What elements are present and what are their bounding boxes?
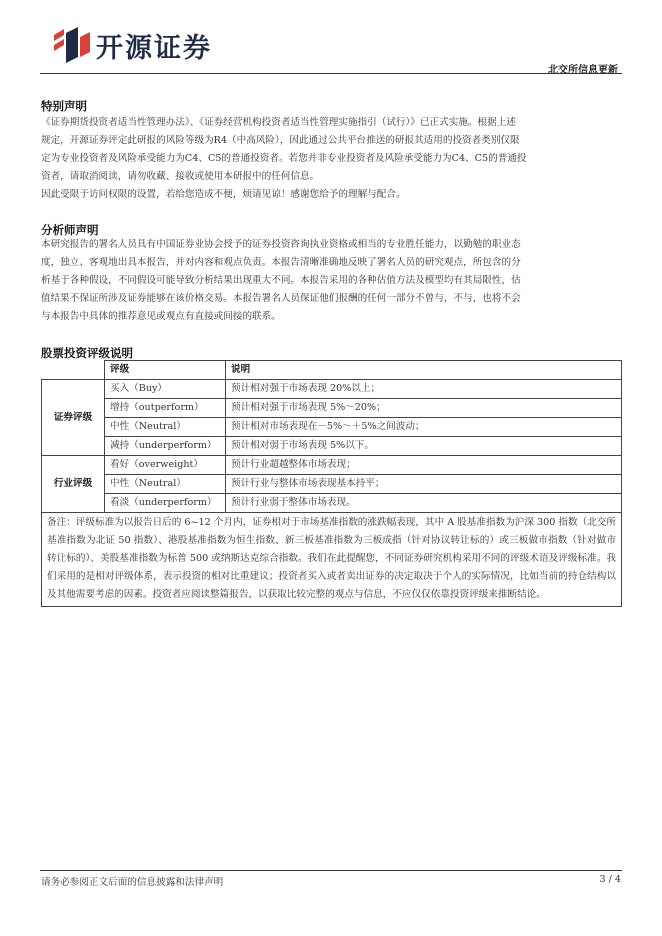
footer-disclaimer: 请务必参阅正文后面的信息披露和法律声明 [41, 877, 224, 888]
analyst-statement-body [41, 236, 621, 326]
table-row [42, 380, 622, 399]
rating-cell: 看好（overweight） [105, 456, 226, 475]
table-row [42, 418, 622, 437]
table-corner-cell [42, 361, 105, 380]
category-stock-rating: 证券评级 [42, 380, 105, 456]
brand-logo-icon [52, 23, 92, 63]
analyst-statement-line: 值结果不保证所涉及证券能够在该价格交易。本报告署名人员保证他们报酬的任何一部分不曾与，不与，也将不会 [41, 293, 521, 304]
table-header-rating: 评级 [105, 361, 226, 380]
brand-name: 开源证券 [96, 33, 212, 64]
rating-cell: 中性（Neutral） [105, 418, 226, 437]
description-cell: 预计行业与整体市场表现基本持平； [226, 475, 622, 494]
table-row [42, 456, 622, 475]
table-row [42, 475, 622, 494]
category-industry-rating: 行业评级 [42, 456, 105, 513]
rating-cell: 买入（Buy） [105, 380, 226, 399]
analyst-statement-line: 与本报告中具体的推荐意见或观点有直接或间接的联系。 [41, 311, 281, 322]
rating-cell: 看淡（underperform） [105, 494, 226, 513]
rating-table-wrapper [41, 360, 622, 607]
analyst-statement-line: 本研究报告的署名人员具有中国证券业协会授予的证券投资咨询执业资格或相当的专业胜任能力，以勤勉的职业态 [41, 239, 521, 250]
special-statement-line: 因此受限于访问权限的设置，若给您造成不便，烦请见谅！感谢您给予的理解与配合。 [41, 189, 406, 200]
special-statement-line: 定为专业投资者及风险承受能力为C4、C5的普通投资者。若您并非专业投资者及风险承受能力为C4、C5的普通投 [41, 153, 527, 164]
description-cell: 预计相对强于市场表现 5%～20%； [226, 399, 622, 418]
special-statement-line: 资者，请取消阅读，请勿收藏、接收或使用本研报中的任何信息。 [41, 171, 320, 182]
report-type-label: 北交所信息更新 [548, 65, 618, 76]
special-statement-line: 《证券期货投资者适当性管理办法》、《证券经营机构投资者适当性管理实施指引（试行）》已正式实施。根据上述 [41, 117, 516, 128]
rating-note: 备注：评级标准为以报告日后的 6~12 个月内，证券相对于市场基准指数的涨跌幅表现，其中 A 股基准指数为沪深 300 指数（北交所基准指数为北证 50 指数）、港股基准指数为恒生指数、新三板基准指数为三板成指（针对协议转让标的）或三板做市指数（针对做市转让标的）、美股基准指数为标普 500 或纳斯达克综合指数。我们在此提醒您，不同证券研究机构采用不同的评级术语及评级标准。我们采用的是相对评级体系，表示投资的相对比重建议；投资者买入或者卖出证券的决定取决于个人的实际情况，比如当前的持仓结构以及其他需要考虑的因素。投资者应阅读整篇报告，以获取比较完整的观点与信息，不应仅仅依靠投资评级来推断结论。 [42, 513, 622, 607]
footer-divider [40, 870, 622, 871]
table-row [42, 494, 622, 513]
page-number: 3 / 4 [599, 874, 621, 885]
rating-table [41, 360, 622, 607]
header-divider [40, 73, 622, 74]
rating-cell: 中性（Neutral） [105, 475, 226, 494]
description-cell: 预计相对市场表现在－5%～＋5%之间波动； [226, 418, 622, 437]
table-row [42, 399, 622, 418]
description-cell: 预计行业超越整体市场表现； [226, 456, 622, 475]
description-cell: 预计相对强于市场表现 20%以上； [226, 380, 622, 399]
rating-table-title: 股票投资评级说明 [41, 346, 133, 360]
analyst-statement-line: 析基于各种假设，不同假设可能导致分析结果出现重大不同。本报告采用的各种估值方法及模型均有其局限性，估 [41, 275, 521, 286]
special-statement-body [41, 114, 621, 204]
page-header [40, 20, 622, 75]
analyst-statement-title: 分析师声明 [41, 223, 99, 237]
rating-cell: 增持（outperform） [105, 399, 226, 418]
special-statement-line: 规定，开源证券评定此研报的风险等级为R4（中高风险），因此通过公共平台推送的研报其适用的投资者类别仅限 [41, 135, 520, 146]
description-cell: 预计行业弱于整体市场表现。 [226, 494, 622, 513]
table-note-row [42, 513, 622, 607]
table-header-description: 说明 [226, 361, 622, 380]
special-statement-title: 特别声明 [41, 99, 87, 113]
table-row [42, 437, 622, 456]
rating-cell: 减持（underperform） [105, 437, 226, 456]
analyst-statement-line: 度，独立、客观地出具本报告，并对内容和观点负责。本报告清晰准确地反映了署名人员的研究观点，所包含的分 [41, 257, 521, 268]
description-cell: 预计相对弱于市场表现 5%以下。 [226, 437, 622, 456]
table-header-row [42, 361, 622, 380]
